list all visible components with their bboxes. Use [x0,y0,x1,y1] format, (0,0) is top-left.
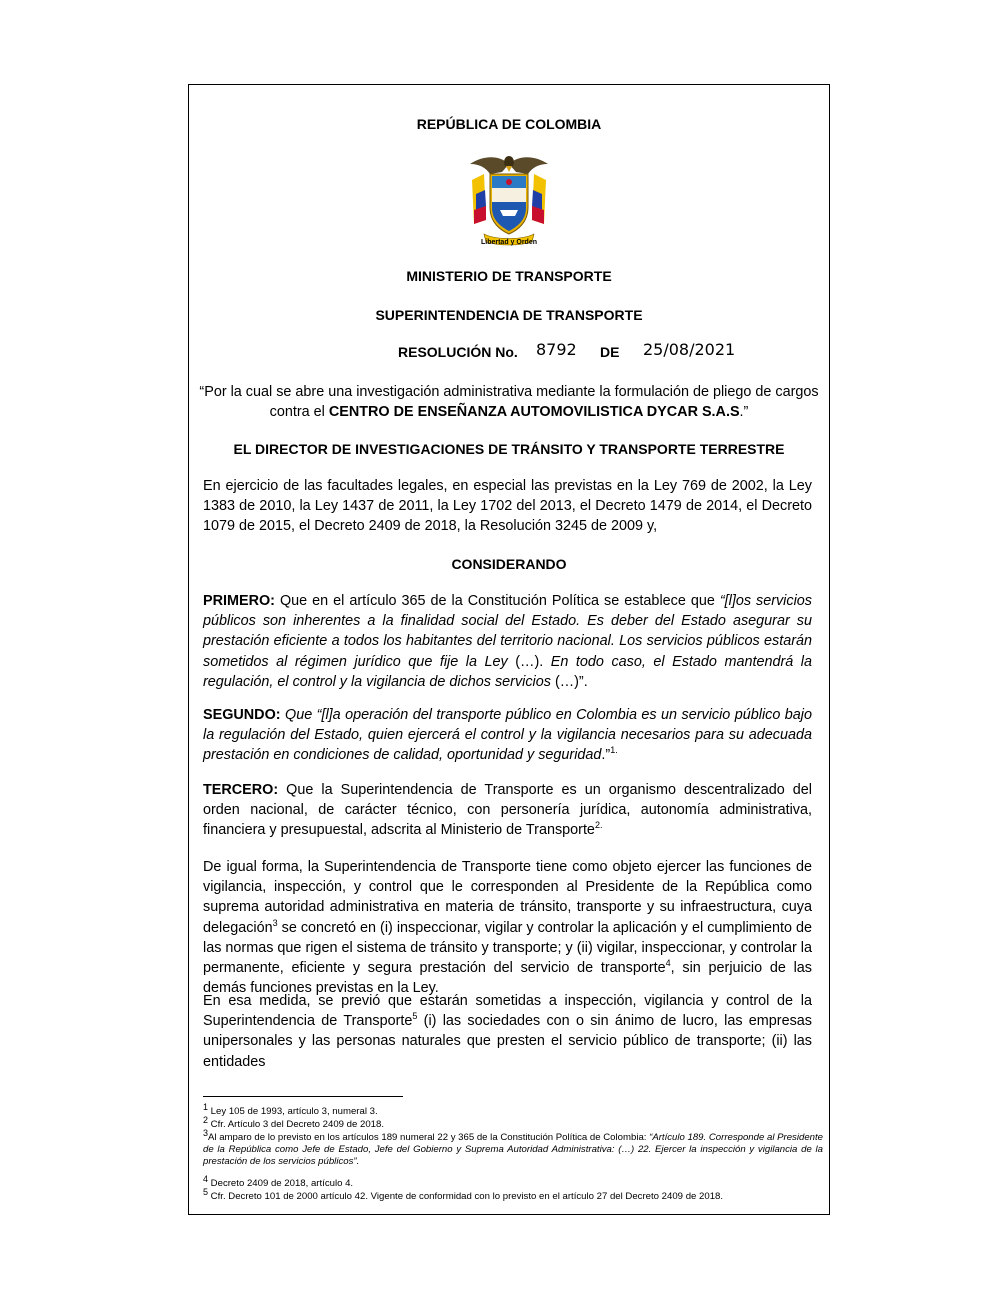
primero-quote-1: “[l]os servicios públicos son inherentes a la finalidad social del Estado. Es deber del Estado asegurar su prestación eficiente a todos los habitantes del territorio nacional. Los servicios públicos estarán sometidos al régimen jurídico que fije la Ley [203,593,812,670]
footnote-ref-1: 1. [610,745,618,756]
footnote-2-number: 2 [203,1114,209,1125]
footnote-1 [203,1101,823,1118]
supervised-entities-paragraph [203,991,812,1072]
footnote-3 [203,1127,823,1169]
footnote-4 [203,1173,823,1190]
primero-quote-2: En todo caso, el Estado mantendrá la regulación, el control y la vigilancia de dichos servicios [203,653,812,690]
footnote-1-number: 1 [203,1101,209,1112]
footnote-3-text: Al amparo de lo previsto en los artículos 189 numeral 22 y 365 de la Constitución Política de Colombia: [208,1132,650,1143]
footnote-ref-3: 3 [272,917,278,928]
segundo-paragraph [203,705,812,766]
primero-text-2: (…). [507,653,551,670]
footnote-ref-2: 2. [594,820,603,831]
segundo-label: SEGUNDO: [203,707,281,723]
footnote-separator [203,1096,403,1097]
de-label: DE [600,344,620,360]
tercero-paragraph [203,780,812,841]
coat-of-arms [462,150,556,250]
primero-text-3: (…)”. [550,673,588,690]
director-title: EL DIRECTOR DE INVESTIGACIONES DE TRÁNSITO Y TRANSPORTE TERRESTRE [233,441,785,457]
intro-paragraph: En ejercicio de las facultades legales, en especial las previstas en la Ley 769 de 2002, la Ley 1383 de 2010, la Ley 1437 de 2011, la Ley 1702 del 2013, el Decreto 1479 de 2014, el Decreto 1079 de 2015, el Decreto 2409 de 2018, la Resolución 3245 de 2009 y, [203,478,812,535]
country-heading: REPÚBLICA DE COLOMBIA [416,116,602,132]
footnote-5-number: 5 [203,1186,209,1197]
footnote-5 [203,1186,823,1203]
subject-line-1: “Por la cual se abre una investigación administrativa mediante la formulación de pliego de cargos [199,384,819,400]
segundo-quote: Que “[l]a operación del transporte público en Colombia es un servicio público bajo la regulación del Estado, quien ejercerá el control y la vigilancia necesarios para su adecuada prestación en condiciones de calidad, oportunidad y seguridad [203,707,812,764]
footnote-ref-5: 5 [412,1011,418,1022]
coat-of-arms-icon [462,150,556,250]
footnote-4-number: 4 [203,1173,209,1184]
functions-paragraph [203,857,812,998]
tercero-label: TERCERO: [203,782,279,798]
resolution-subject [188,382,830,422]
subject-line-2 [188,402,830,422]
supervised-text-1: En esa medida, se previó que estarán sometidas a inspección, vigilancia y control de la Superintendencia de Transporte [203,993,812,1030]
functions-text-1: De igual forma, la Superintendencia de Transporte tiene como objeto ejercer las funciones de vigilancia, inspección, y control que le corresponden al Presidente de la República como suprema autoridad administrativa en materia de tránsito, transporte y su infraestructura, cuya delegación [203,859,812,936]
footnote-2 [203,1114,823,1131]
primero-label: PRIMERO: [203,593,275,609]
tercero-text: Que la Superintendencia de Transporte es un organismo descentralizado del orden nacional, de carácter técnico, con personería jurídica, autonomía administrativa, financiera y presupuestal, adscrita al Ministerio de Transporte [203,782,812,839]
segundo-end: .” [601,747,611,764]
resolution-line [188,338,830,362]
footnote-5-text: Cfr. Decreto 101 de 2000 artículo 42. Vigente de conformidad con lo previsto en el artículo 27 del Decreto 2409 de 2018. [208,1191,724,1202]
footnote-ref-4: 4 [665,958,671,969]
resolution-label: RESOLUCIÓN No. [398,344,518,360]
considerando-heading: CONSIDERANDO [451,556,567,572]
resolution-number: 8792 [536,340,577,359]
footnote-4-text: Decreto 2409 de 2018, artículo 4. [208,1178,354,1189]
supervised-text-2: (i) las sociedades con o sin ánimo de lucro, las empresas unipersonales y las personas naturales que presten el servicio público de transporte; (ii) las entidades [203,1013,812,1070]
functions-text-2: se concretó en (i) inspeccionar, vigilar y controlar la aplicación y el cumplimiento de las normas que rigen el sistema de tránsito y transporte; y (ii) vigilar, inspeccionar, y controlar la permanente, eficiente y segura prestación del servicio de transporte [203,919,812,977]
ministry-heading: MINISTERIO DE TRANSPORTE [406,268,612,284]
resolution-date: 25/08/2021 [643,340,736,359]
company-name: CENTRO DE ENSEÑANZA AUTOMOVILISTICA DYCAR S.A.S [328,404,740,420]
subject-text: contra el [269,404,329,420]
functions-text-3: , sin perjuicio de las demás funciones previstas en la Ley. [203,960,812,997]
primero-text: Que en el artículo 365 de la Constitución Política se establece que [274,593,720,609]
footnote-2-text: Cfr. Artículo 3 del Decreto 2409 de 2018. [208,1119,385,1130]
footnote-3-number: 3 [203,1127,209,1138]
coat-of-arms-motto: Libertad y Orden [480,239,537,246]
footnote-1-text: Ley 105 de 1993, artículo 3, numeral 3. [208,1106,378,1117]
subject-end: .” [739,404,749,420]
footnote-3-quote: “Artículo 189. Corresponde al Presidente de la República como Jefe de Estado, Jefe del Gobierno y Suprema Autoridad Administrativa: (…) 22. Ejercer la inspección y vigilancia de la prestación de los servicios públicos”. [203,1132,823,1168]
superintendency-heading: SUPERINTENDENCIA DE TRANSPORTE [375,307,643,323]
primero-paragraph [203,591,812,692]
